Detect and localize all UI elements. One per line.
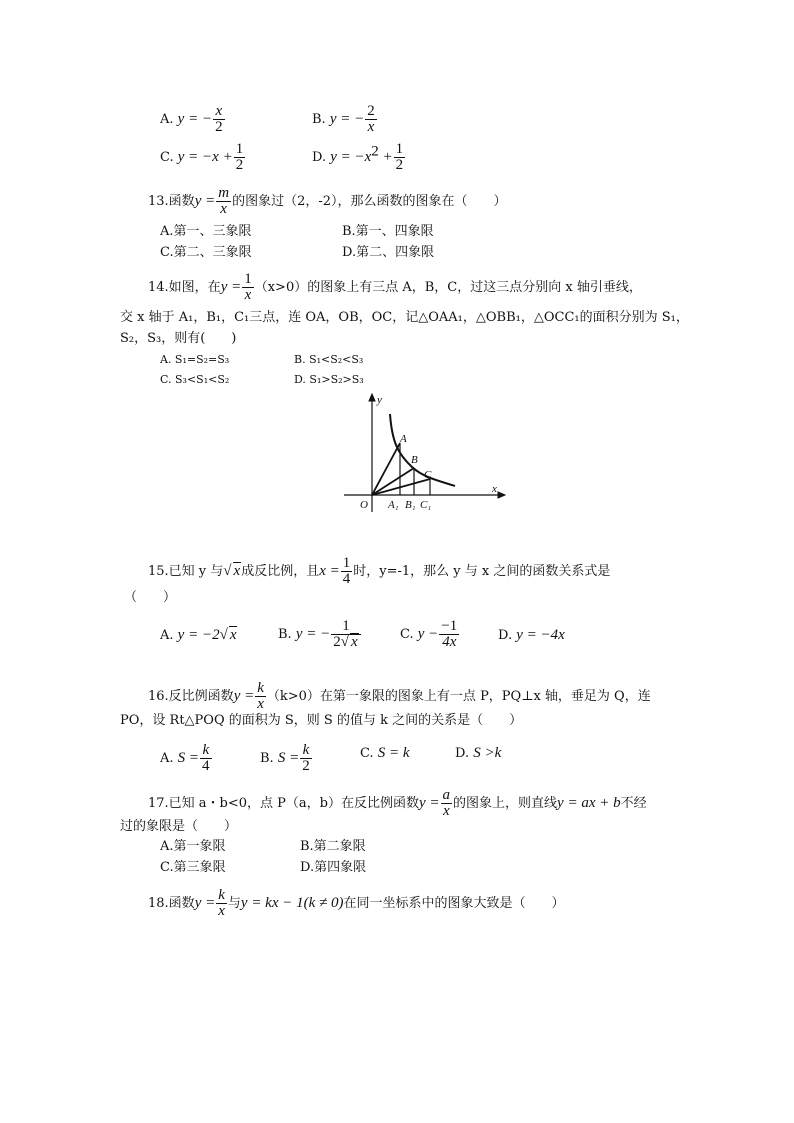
fraction: $\frac{k}{4}$	[202, 742, 210, 774]
math-expr: S = k	[377, 745, 410, 761]
q17-option-d: D.第四象限	[300, 860, 367, 875]
q13-option-c: C.第二、三象限	[160, 245, 252, 260]
math-expr: x =	[319, 563, 340, 579]
math-expr: y = −	[329, 111, 365, 127]
q16-option-c	[360, 745, 410, 762]
text: 时，y=-1，那么 y 与 x 之间的函数关系式是	[353, 564, 611, 579]
foot-c1-label: C₁	[420, 499, 432, 511]
text: 15.已知 y 与	[148, 564, 224, 579]
option-label: A.	[160, 628, 174, 643]
q17-option-c: C.第三象限	[160, 860, 226, 875]
fraction: $\frac{k}{x}$	[257, 680, 264, 712]
q13-option-d: D.第二、四象限	[342, 245, 435, 260]
q14-option-d: D. S₁>S₂>S₃	[294, 373, 364, 386]
text: 13.函数	[148, 194, 195, 209]
fraction: $\frac{m}{x}$	[218, 185, 230, 217]
point-c-label: C	[424, 469, 432, 481]
option-label: B.	[312, 112, 326, 127]
q17-stem-line2: 过的象限是（ ）	[120, 819, 238, 834]
fraction: $\frac{1}{x}$	[244, 271, 252, 303]
segment-oc	[372, 479, 430, 495]
q15-option-c	[400, 619, 460, 650]
q15-answer-paren: （ ）	[124, 590, 177, 605]
q13-stem	[148, 186, 507, 217]
option-label: D.	[455, 746, 470, 761]
y-axis-arrow-icon	[369, 394, 375, 401]
q16-option-d	[455, 745, 501, 762]
foot-a1-label: A₁	[388, 499, 399, 511]
text: 成反比例，且	[241, 564, 320, 579]
math-expr: S =	[177, 750, 200, 766]
sqrt-symbol: √	[219, 627, 228, 643]
option-label: C.	[360, 746, 374, 761]
fraction: $\frac{x}{2}$	[215, 103, 223, 135]
origin-label: O	[360, 499, 368, 511]
q16-stem	[148, 681, 651, 712]
text: 不经	[620, 796, 647, 811]
math-expr: y =	[220, 279, 242, 295]
q13-option-a: A.第一、三象限	[160, 224, 252, 239]
option-label: B.	[278, 627, 292, 642]
text: 的图象上，则直线	[453, 796, 558, 811]
point-b-label: B	[411, 454, 418, 466]
text: 18.函数	[148, 896, 195, 911]
math-expr: S =	[277, 750, 300, 766]
fraction: $\frac{-1}{4x}$	[441, 618, 458, 650]
math-expr: x	[233, 563, 241, 579]
q15-option-d	[498, 627, 565, 644]
q18-stem	[148, 888, 565, 919]
fraction: $\frac{2}{x}$	[367, 103, 375, 135]
fraction: $\frac{a}{x}$	[442, 787, 451, 819]
text: 在同一坐标系中的图象大致是（ ）	[343, 896, 565, 911]
q14-stem-line3: S₂，S₃，则有( )	[120, 331, 237, 346]
math-expr: y = −	[177, 111, 213, 127]
math-expr: +	[378, 149, 393, 165]
math-expr: y = −x +	[177, 149, 233, 165]
math-expr: y =	[233, 688, 255, 704]
q14-stem-line2: 交 x 轴于 A₁，B₁，C₁三点，连 OA，OB，OC，记△OAA₁，△OBB₁，△OCC₁的面积分别为 S₁，	[120, 310, 689, 325]
q12-option-c	[160, 142, 246, 173]
q15-stem	[148, 556, 610, 587]
math-expr: S >k	[473, 745, 502, 761]
text: （k>0）在第一象限的图象上有一点 P，PQ⊥x 轴，垂足为 Q，连	[266, 689, 651, 704]
text: 17.已知 a・b<0，点 P（a，b）在反比例函数	[148, 796, 419, 811]
sqrt-symbol: √	[223, 563, 232, 579]
fraction: $\frac{1}{2√ x}$	[331, 619, 360, 650]
math-expr: y = −4x	[516, 627, 565, 643]
math-expr: y =	[419, 795, 440, 811]
fraction: $\frac{1}{2}$	[395, 141, 404, 173]
q12-option-b	[312, 104, 378, 135]
q16-stem-line2: PO，设 Rt△POQ 的面积为 S，则 S 的值与 k 之间的关系是（ ）	[120, 713, 523, 728]
math-expr: y =	[194, 895, 216, 911]
q16-option-b	[260, 743, 313, 774]
q12-option-a	[160, 104, 226, 135]
math-expr: y −	[417, 626, 439, 642]
option-label: A.	[160, 112, 174, 127]
q16-option-a	[160, 743, 213, 774]
x-axis-arrow-icon	[498, 492, 505, 498]
q17-option-a: A.第一象限	[160, 839, 226, 854]
text: 16.反比例函数	[148, 689, 234, 704]
q15-option-a	[160, 627, 237, 644]
fraction: $\frac{1}{2}$	[235, 141, 244, 173]
option-label: A.	[160, 751, 174, 766]
math-expr: y = ax + b	[557, 795, 621, 811]
q13-option-b: B.第一、四象限	[342, 224, 434, 239]
option-label: D.	[312, 150, 327, 165]
foot-b1-label: B₁	[405, 499, 416, 511]
math-expr: x	[229, 627, 237, 643]
point-a-label: A	[400, 433, 407, 445]
text: 14.如图，在	[148, 280, 221, 295]
y-axis-label: y	[377, 394, 382, 406]
math-expr: y = −x	[330, 149, 372, 165]
fraction: $\frac{k}{2}$	[302, 742, 310, 774]
text: 的图象过（2，-2），那么函数的图象在（ ）	[232, 194, 507, 209]
q14-stem	[148, 272, 642, 303]
q12-option-d	[312, 142, 406, 173]
text: 与	[227, 896, 241, 911]
option-label: D.	[498, 628, 513, 643]
q17-option-b: B.第二象限	[300, 839, 366, 854]
text: （x>0）的图象上有三点 A，B，C，过这三点分别向 x 轴引垂线，	[254, 280, 642, 295]
hyperbola-figure	[340, 392, 510, 517]
option-label: C.	[400, 627, 414, 642]
q14-option-c: C. S₃<S₁<S₂	[160, 373, 230, 386]
math-expr: y = −	[295, 626, 331, 642]
math-expr: y =	[194, 193, 216, 209]
q14-option-a: A. S₁=S₂=S₃	[160, 353, 230, 366]
math-expr: y = −2	[177, 627, 220, 643]
q17-stem	[148, 788, 647, 819]
option-label: B.	[260, 751, 274, 766]
math-expr: y = kx − 1(k ≠ 0)	[240, 895, 344, 911]
option-label: C.	[160, 150, 174, 165]
fraction: $\frac{k}{x}$	[218, 887, 225, 919]
q15-option-b	[278, 619, 362, 650]
x-axis-label: x	[492, 483, 497, 495]
q14-option-b: B. S₁<S₂<S₃	[294, 353, 364, 366]
fraction: $\frac{1}{4}$	[342, 555, 351, 587]
segment-oa	[372, 443, 400, 495]
exponent: 2	[371, 143, 379, 160]
